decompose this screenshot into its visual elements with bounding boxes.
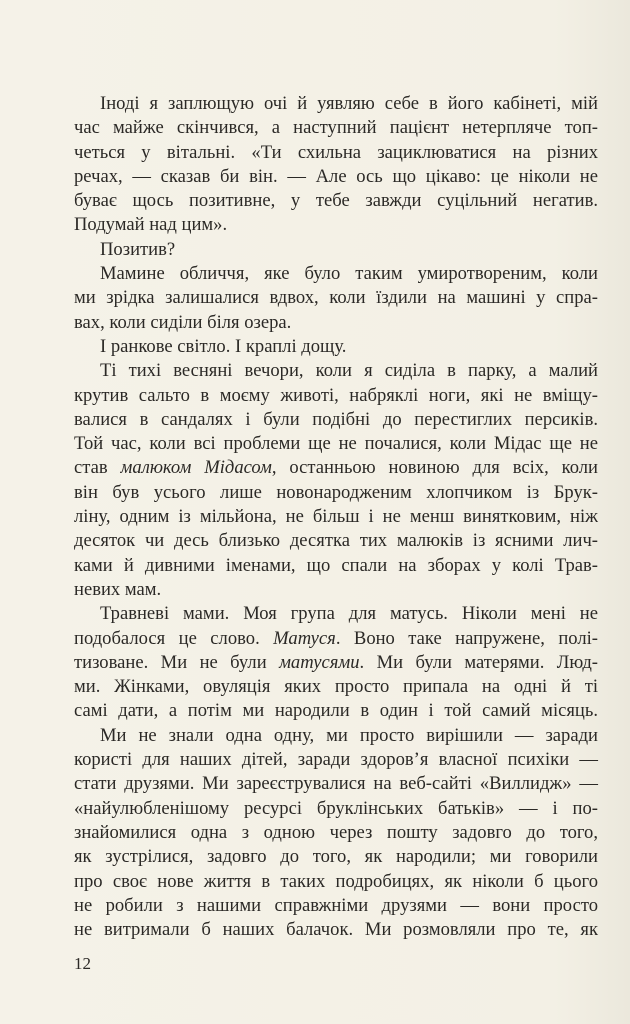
text-line [74, 189, 598, 213]
text-run: Ті тихі весняні вечори, коли я сиділа в парку, а малий [100, 360, 598, 382]
text-run: крутив сальто в моєму животі, набряклі ноги, які не вміщу- [74, 384, 598, 406]
text-run: , останньою новиною для всіх, коли [271, 457, 599, 479]
text-line [74, 481, 598, 505]
page-number: 12 [74, 954, 91, 973]
text-line [74, 651, 598, 675]
text-line [74, 772, 598, 796]
text-line [74, 748, 598, 772]
text-run: не витримали б наших балачок. Ми розмовляли про те, як [74, 919, 598, 941]
text-line [74, 675, 598, 699]
italic-text: малюком Мідасом [120, 457, 272, 479]
text-line [74, 286, 598, 310]
text-line [74, 821, 598, 845]
text-run: як зустрілися, задовго до того, як народили; ми говорили [74, 846, 598, 868]
text-line [74, 627, 598, 651]
text-run: ми. Жінками, овуляція яких просто припала на одні й ті [74, 676, 598, 698]
text-run: валися в сандалях і були подібні до перестиглих персиків. [74, 408, 598, 430]
text-line [74, 432, 598, 456]
text-run: він був усього лише новонародженим хлопчиком із Брук- [74, 481, 598, 503]
italic-text: матусями [279, 651, 360, 673]
text-line [74, 238, 598, 262]
text-run: Подумай над цим». [74, 214, 228, 236]
text-line [74, 918, 598, 942]
text-run: тизоване. Ми не були [74, 651, 280, 673]
body-text [74, 92, 598, 942]
text-run: ми зрідка залишалися вдвох, коли їздили на машині у спра- [74, 287, 598, 309]
italic-text: Матуся [273, 627, 336, 649]
text-run: Позитив? [100, 238, 176, 260]
text-run: . Воно таке напружене, полі- [335, 627, 598, 649]
text-line [74, 262, 598, 286]
text-run: І ранкове світло. І краплі дощу. [100, 335, 347, 357]
text-run: користі для наших дітей, заради здоров’я власної психіки — [74, 749, 598, 771]
text-run: . Ми були матерями. Люд- [359, 651, 598, 673]
text-run: Той час, коли всі проблеми ще не почалися, коли Мідас ще не [74, 433, 598, 455]
text-run: Травневі мами. Моя група для матусь. Ніколи мені не [100, 603, 598, 625]
text-run: самі дати, а потім ми народили в один і той самий місяць. [74, 700, 598, 722]
text-run: речах, — сказав би він. — Але ось що цікаво: це ніколи не [74, 165, 598, 187]
text-run: Іноді я заплющую очі й уявляю себе в його кабінеті, мій [100, 93, 598, 114]
text-run: ліну, одним із мільйона, не більш і не менш винятковим, ніж [74, 506, 598, 528]
text-line [74, 116, 598, 140]
text-run: час майже скінчився, а наступний пацієнт нетерпляче топ- [74, 117, 598, 139]
text-line [74, 699, 598, 723]
text-line [74, 845, 598, 869]
text-line [74, 724, 598, 748]
text-run: став [74, 457, 121, 479]
text-line [74, 408, 598, 432]
text-line [74, 797, 598, 821]
text-line [74, 384, 598, 408]
text-line [74, 92, 598, 116]
text-run: стати друзями. Ми зареєструвалися на веб-сайті «Виллидж» — [74, 773, 598, 795]
text-line [74, 213, 598, 237]
text-run: вах, коли сиділи біля озера. [74, 311, 292, 333]
text-run: знайомилися одна з одною через пошту задовго до того, [74, 821, 598, 843]
text-run: невих мам. [74, 578, 162, 600]
text-run: буває щось позитивне, у тебе завжди суцільний негатив. [74, 190, 598, 212]
text-run: не робили з нашими справжніми друзями — вони просто [74, 894, 598, 916]
text-line [74, 554, 598, 578]
text-run: «найулюбленішому ресурсі бруклінських батьків» — і по- [74, 797, 598, 819]
text-run: про своє нове життя в таких подробицях, як ніколи б цього [74, 870, 598, 892]
text-line [74, 165, 598, 189]
text-line [74, 578, 598, 602]
text-line [74, 141, 598, 165]
text-run: ками й дивними іменами, що спали на зборах у колі Трав- [74, 554, 598, 576]
text-line [74, 456, 598, 480]
text-run: десяток чи десь близько десятка тих малюків із ясними лич- [74, 530, 598, 552]
text-line [74, 359, 598, 383]
text-run: четься у вітальні. «Ти схильна зациклюватися на різних [74, 141, 598, 163]
text-line [74, 894, 598, 918]
text-run: Мамине обличчя, яке було таким умиротвореним, коли [100, 263, 598, 285]
text-line [74, 505, 598, 529]
text-line [74, 529, 598, 553]
text-run: Ми не знали одна одну, ми просто вирішили — заради [100, 724, 598, 746]
text-line [74, 602, 598, 626]
text-run: подобалося це слово. [74, 627, 274, 649]
text-line [74, 335, 598, 359]
text-line [74, 870, 598, 894]
text-line [74, 311, 598, 335]
